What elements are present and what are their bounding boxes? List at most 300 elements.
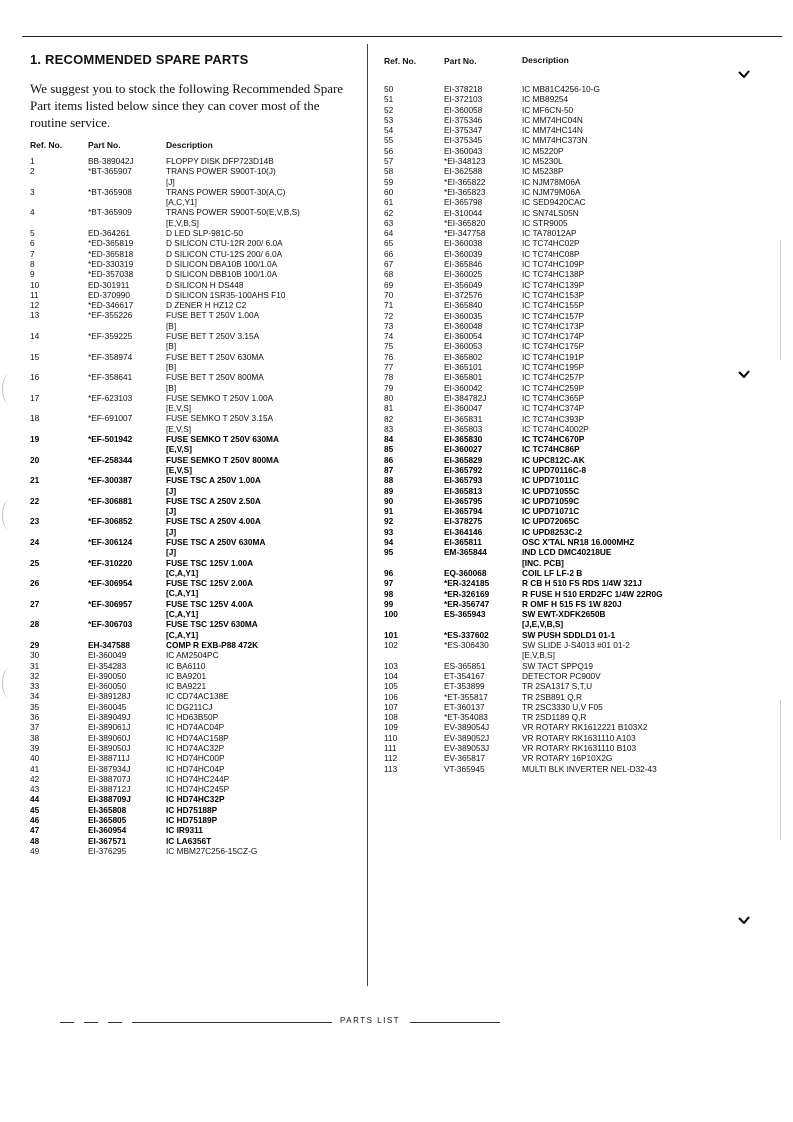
description: IC TC74HC138P: [522, 269, 585, 280]
table-row: [384, 393, 774, 403]
footer-label: PARTS LIST: [340, 1016, 401, 1025]
description: FUSE TSC A 250V 2.50A: [166, 495, 261, 506]
ref-no: 57: [384, 156, 394, 167]
table-row: [384, 589, 774, 599]
part-no: *ET-354083: [444, 712, 488, 723]
table-row: [384, 609, 774, 619]
table-row: [30, 712, 360, 722]
table-row: [30, 640, 360, 650]
part-no: *EF-306852: [88, 516, 133, 527]
part-no: EI-360054: [444, 331, 483, 342]
description: IC UPD71011C: [522, 475, 579, 486]
table-row: [384, 208, 774, 218]
part-no: EI-375346: [444, 114, 483, 125]
table-row: [384, 341, 774, 351]
table-row: [30, 496, 360, 506]
table-row: [30, 558, 360, 568]
description: IC TC74HC195P: [522, 362, 585, 373]
ref-no: 63: [384, 217, 394, 228]
footer-rule: [410, 1022, 500, 1023]
table-row: [30, 722, 360, 732]
table-row: [30, 733, 360, 743]
table-row: [384, 486, 774, 496]
table-row: [30, 578, 360, 588]
description: IC BA9201: [166, 670, 207, 681]
description: IC UPD8253C-2: [522, 526, 582, 537]
description: TRANS POWER S900T-30(A,C): [166, 186, 286, 197]
description: TR 2SC3330 U,V F05: [522, 701, 603, 712]
table-row: [384, 547, 774, 557]
part-no: *EF-306954: [88, 578, 133, 589]
ref-no: 22: [30, 495, 40, 506]
ref-no: 90: [384, 495, 394, 506]
description: IC TC74HC174P: [522, 331, 585, 342]
part-no: EI-365802: [444, 351, 483, 362]
table-row: [384, 743, 774, 753]
table-row: [384, 146, 774, 156]
part-no: EI-360027: [444, 444, 483, 455]
table-row: [30, 846, 360, 856]
check-mark-icon: [738, 70, 750, 78]
description: IC TA78012AP: [522, 228, 577, 239]
part-no: EI-364146: [444, 526, 483, 537]
description-continuation: [C,A,Y1]: [166, 567, 199, 578]
ref-no: 47: [30, 825, 40, 836]
ref-no: 31: [30, 660, 40, 671]
part-no: *ED-365819: [88, 238, 134, 249]
part-no: EI-360049: [88, 650, 127, 661]
table-row: [384, 475, 774, 485]
part-no: EI-384782J: [444, 392, 487, 403]
table-row-continuation: [384, 619, 774, 629]
ref-no: 76: [384, 351, 394, 362]
description: IC TC74HC109P: [522, 259, 585, 270]
part-no: *EF-300387: [88, 475, 133, 486]
ref-no: 98: [384, 588, 394, 599]
table-row-continuation: [30, 465, 360, 475]
part-no: EI-365846: [444, 259, 483, 270]
part-no: EI-389061J: [88, 722, 131, 733]
part-no: EM-365844: [444, 547, 487, 558]
ref-no: 78: [384, 372, 394, 383]
ref-no: 53: [384, 114, 394, 125]
description: IC MF6CN-50: [522, 104, 574, 115]
description: IC HD74AC04P: [166, 722, 225, 733]
part-no: BB-389042J: [88, 156, 134, 166]
part-no: EI-388712J: [88, 784, 131, 795]
footer-dash: [60, 1022, 74, 1023]
ref-no: 79: [384, 382, 394, 393]
table-row: [384, 94, 774, 104]
description: IC TC74HC157P: [522, 310, 585, 321]
ref-no: 101: [384, 629, 398, 640]
table-row: [384, 372, 774, 382]
description: IC TC74HC175P: [522, 341, 585, 352]
ref-no: 52: [384, 104, 394, 115]
description: IC STR9005: [522, 217, 568, 228]
description: IC TC74HC259P: [522, 382, 585, 393]
description: MULTI BLK INVERTER NEL-D32-43: [522, 763, 657, 774]
table-row: [384, 177, 774, 187]
part-no: *ED-330319: [88, 258, 134, 269]
ref-no: 7: [30, 248, 35, 259]
table-row: [30, 207, 360, 217]
table-row: [384, 753, 774, 763]
part-no: *EF-306703: [88, 619, 133, 630]
description: IC TC74HC365P: [522, 392, 585, 403]
description: IC HD75188P: [166, 804, 218, 815]
table-row-continuation: [30, 506, 360, 516]
table-row: [384, 238, 774, 248]
description: FUSE TSC 125V 630MA: [166, 619, 258, 630]
ref-no: 93: [384, 526, 394, 537]
description: IC BA9221: [166, 681, 207, 692]
description: IC HD63B50P: [166, 712, 219, 723]
ref-no: 50: [384, 84, 394, 94]
table-row: [30, 352, 360, 362]
description: VR ROTARY RK1612221 B103X2: [522, 722, 648, 733]
ref-no: 82: [384, 413, 394, 424]
ref-no: 103: [384, 660, 398, 671]
table-row: [30, 753, 360, 763]
description: FLOPPY DISK DFP723D14B: [166, 156, 274, 166]
punch-hole-mark: [2, 500, 17, 530]
description: IC TC74HC139P: [522, 279, 585, 290]
description: D SILICON DBB10B 100/1.0A: [166, 269, 278, 280]
description-continuation: [J]: [166, 526, 177, 537]
table-row: [30, 537, 360, 547]
part-no: *BT-365908: [88, 186, 132, 197]
ref-no: 72: [384, 310, 394, 321]
table-row-continuation: [30, 218, 360, 228]
part-no: EI-360047: [444, 403, 483, 414]
ref-no: 94: [384, 537, 394, 548]
punch-hole-mark: [2, 668, 17, 698]
column-divider: [367, 44, 368, 986]
table-row: [30, 187, 360, 197]
part-no: EI-388711J: [88, 753, 130, 764]
table-row: [384, 671, 774, 681]
table-row: [384, 496, 774, 506]
table-row: [384, 259, 774, 269]
description: IC UPD70116C-8: [522, 464, 587, 475]
table-row-continuation: [30, 362, 360, 372]
ref-no: 3: [30, 186, 35, 197]
ref-no: 29: [30, 639, 40, 650]
description: D SILICON CTU-12R 200/ 6.0A: [166, 238, 283, 249]
ref-no: 51: [384, 94, 394, 105]
table-row: [384, 156, 774, 166]
part-no: EI-365831: [444, 413, 483, 424]
table-row: [384, 403, 774, 413]
intro-paragraph: We suggest you to stock the following Recommended Spare Part items listed below since they can cover most of the routine service.: [30, 81, 344, 130]
part-no: EI-365805: [88, 815, 127, 825]
ref-no: 86: [384, 454, 394, 465]
ref-no: 20: [30, 454, 40, 465]
description: R CB H 510 FS RDS 1/4W 321J: [522, 578, 642, 589]
left-header-part: Part No.: [88, 140, 121, 150]
ref-no: 64: [384, 228, 394, 239]
part-no: VT-365945: [444, 763, 485, 774]
ref-no: 68: [384, 269, 394, 280]
description: TR 2SA1317 S,T,U: [522, 681, 593, 692]
ref-no: 27: [30, 598, 40, 609]
ref-no: 108: [384, 712, 398, 723]
part-no: EI-365811: [444, 537, 482, 548]
right-header-desc: Description: [522, 55, 569, 65]
part-no: ET-354167: [444, 670, 485, 681]
table-row: [384, 115, 774, 125]
table-row: [384, 125, 774, 135]
ref-no: 85: [384, 444, 394, 455]
part-no: EI-389050J: [88, 742, 131, 753]
description: D LED SLP-981C-50: [166, 228, 244, 239]
table-row: [384, 630, 774, 640]
description: SW TACT SPPQ19: [522, 660, 594, 671]
part-no: EI-360043: [444, 145, 483, 156]
description: FUSE BET T 250V 630MA: [166, 351, 264, 362]
description: IC MB81C4256-10-G: [522, 84, 600, 94]
description: IC SN74LS05N: [522, 207, 579, 218]
ref-no: 107: [384, 701, 398, 712]
description: R OMF H 515 FS 1W 820J: [522, 598, 622, 609]
table-row: [384, 290, 774, 300]
ref-no: 8: [30, 258, 35, 269]
description: IC TC74HC257P: [522, 372, 585, 383]
table-row: [384, 764, 774, 774]
section-title: 1. RECOMMENDED SPARE PARTS: [30, 52, 249, 67]
table-row-continuation: [30, 588, 360, 598]
part-no: EI-362588: [444, 166, 483, 177]
table-row-continuation: [30, 197, 360, 207]
ref-no: 12: [30, 300, 40, 311]
table-row-continuation: [30, 444, 360, 454]
ref-no: 39: [30, 742, 40, 753]
table-row: [30, 619, 360, 629]
description: IC HD74AC32P: [166, 742, 225, 753]
description: SW PUSH SDDLD1 01-1: [522, 629, 616, 640]
ref-no: 40: [30, 753, 40, 764]
description: IC TC74HC155P: [522, 300, 585, 311]
ref-no: 69: [384, 279, 394, 290]
right-header-part: Part No.: [444, 56, 477, 66]
table-row: [30, 249, 360, 259]
part-no: *ED-346617: [88, 300, 134, 311]
table-row: [384, 218, 774, 228]
description: IC MM74HC373N: [522, 135, 588, 146]
description: FUSE TSC 125V 2.00A: [166, 578, 254, 589]
part-no: EI-387934J: [88, 763, 131, 774]
table-row: [384, 661, 774, 671]
table-row: [30, 166, 360, 176]
part-no: EV-389054J: [444, 722, 490, 733]
ref-no: 54: [384, 125, 394, 136]
part-no: ET-360137: [444, 701, 485, 712]
description-continuation: [INC. PCB]: [522, 557, 564, 568]
description: IC M5230L: [522, 156, 563, 167]
part-no: *BT-365909: [88, 207, 132, 218]
top-rule: [22, 36, 782, 37]
part-no: *EF-306881: [88, 495, 133, 506]
part-no: *EF-258344: [88, 454, 133, 465]
ref-no: 16: [30, 372, 40, 383]
part-no: EI-360954: [88, 825, 127, 836]
part-no: EI-389049J: [88, 712, 131, 723]
part-no: EI-360053: [444, 341, 483, 352]
description: D SILICON DBA10B 100/1.0A: [166, 258, 278, 269]
part-no: EQ-360068: [444, 567, 487, 578]
description-continuation: [J,E,V,B,S]: [522, 619, 564, 630]
table-row: [30, 691, 360, 701]
table-row: [384, 712, 774, 722]
description: IC TC74HC374P: [522, 403, 585, 414]
table-row: [30, 238, 360, 248]
description: D SILICON H DS448: [166, 279, 244, 290]
table-row: [384, 414, 774, 424]
table-row: [384, 640, 774, 650]
table-row: [30, 310, 360, 320]
description: COMP R EXB-P88 472K: [166, 639, 259, 650]
part-no: EI-365792: [444, 464, 483, 475]
description: IC SED9420CAC: [522, 197, 586, 208]
table-row: [384, 702, 774, 712]
right-parts-table: [384, 84, 774, 774]
description: IC TC74HC02P: [522, 238, 580, 249]
description: IC HD74HC245P: [166, 784, 230, 795]
ref-no: 42: [30, 773, 40, 784]
description-continuation: [J]: [166, 547, 177, 558]
table-row: [384, 187, 774, 197]
description: IC LA6356T: [166, 835, 212, 846]
part-no: *EF-691007: [88, 413, 133, 424]
ref-no: 5: [30, 228, 35, 239]
description: FUSE BET T 250V 1.00A: [166, 310, 260, 321]
ref-no: 11: [30, 289, 39, 300]
table-row: [384, 444, 774, 454]
table-row: [384, 321, 774, 331]
part-no: ET-353899: [444, 681, 485, 692]
table-row: [30, 259, 360, 269]
part-no: ED-364261: [88, 228, 130, 239]
ref-no: 28: [30, 619, 40, 630]
ref-no: 113: [384, 763, 398, 774]
description: FUSE SEMKO T 250V 1.00A: [166, 392, 274, 403]
description: FUSE TSC 125V 1.00A: [166, 557, 254, 568]
description: IC DG211CJ: [166, 701, 213, 712]
description: TRANS POWER S900T-10(J): [166, 166, 276, 177]
description: SW EWT-XDFK2650B: [522, 609, 606, 620]
ref-no: 43: [30, 784, 40, 795]
part-no: *EF-501942: [88, 434, 133, 445]
description: IC TC74HC393P: [522, 413, 585, 424]
left-header-ref: Ref. No.: [30, 140, 63, 150]
part-no: EI-365801: [444, 372, 483, 383]
table-row: [30, 599, 360, 609]
ref-no: 55: [384, 135, 394, 146]
description: TR 2SB891 Q,R: [522, 691, 582, 702]
part-no: EI-360048: [444, 320, 483, 331]
description-continuation: [J]: [166, 506, 177, 517]
table-row: [30, 825, 360, 835]
part-no: EI-372103: [444, 94, 483, 105]
ref-no: 18: [30, 413, 40, 424]
part-no: EI-390050: [88, 670, 127, 681]
table-row: [30, 280, 360, 290]
table-row: [384, 692, 774, 702]
description: IC TC74HC173P: [522, 320, 585, 331]
ref-no: 61: [384, 197, 394, 208]
description: VR ROTARY RK1631110 B103: [522, 743, 637, 753]
description: D SILICON CTU-12S 200/ 6.0A: [166, 248, 283, 259]
description: IC TC74HC08P: [522, 248, 580, 259]
part-no: EV-389053J: [444, 743, 490, 753]
part-no: EI-367571: [88, 835, 127, 846]
description: IC MBM27C256-15CZ-G: [166, 845, 258, 856]
part-no: *EF-623103: [88, 392, 133, 403]
table-row: [384, 733, 774, 743]
part-no: *ED-357038: [88, 269, 134, 280]
table-row-continuation: [30, 527, 360, 537]
part-no: EI-378275: [444, 516, 483, 527]
description: VR ROTARY 16P10X2G: [522, 753, 613, 764]
description: IND LCD DMC40218UE: [522, 547, 612, 558]
ref-no: 25: [30, 557, 40, 568]
ref-no: 2: [30, 166, 35, 177]
ref-no: 13: [30, 310, 40, 321]
ref-no: 70: [384, 289, 394, 300]
table-row: [30, 774, 360, 784]
ref-no: 100: [384, 609, 398, 620]
table-row: [384, 228, 774, 238]
part-no: EI-388709J: [88, 794, 131, 805]
footer-rule: [132, 1022, 332, 1023]
description-continuation: [E,V,S]: [166, 403, 192, 414]
part-no: EI-365798: [444, 197, 483, 208]
table-row: [384, 197, 774, 207]
table-row: [384, 568, 774, 578]
description: IC MM74HC04N: [522, 114, 583, 125]
ref-no: 81: [384, 403, 394, 414]
page-footer: [60, 1016, 560, 1028]
part-no: EI-365840: [444, 300, 483, 311]
description: IC NJM78M06A: [522, 176, 581, 187]
part-no: EI-354283: [88, 660, 127, 671]
ref-no: 105: [384, 681, 398, 692]
table-row: [30, 743, 360, 753]
punch-hole-mark: [2, 374, 17, 404]
table-row: [30, 805, 360, 815]
description: IC TC74HC4002P: [522, 423, 589, 434]
table-row: [384, 331, 774, 341]
ref-no: 97: [384, 578, 394, 589]
part-no: EI-365813: [444, 485, 483, 496]
part-no: EI-360058: [444, 104, 483, 115]
part-no: EI-360025: [444, 269, 483, 280]
ref-no: 65: [384, 238, 394, 249]
description: IC HD74HC04P: [166, 763, 225, 774]
part-no: EI-365803: [444, 423, 483, 434]
part-no: EI-375347: [444, 125, 483, 136]
description: IC UPD71055C: [522, 485, 580, 496]
ref-no: 17: [30, 392, 40, 403]
description-continuation: [E,V,S]: [166, 444, 192, 455]
edge-rule: [780, 240, 781, 360]
description: IC TC74HC153P: [522, 289, 585, 300]
ref-no: 80: [384, 392, 394, 403]
table-row: [384, 362, 774, 372]
table-row: [384, 166, 774, 176]
part-no: *ER-324185: [444, 578, 490, 589]
